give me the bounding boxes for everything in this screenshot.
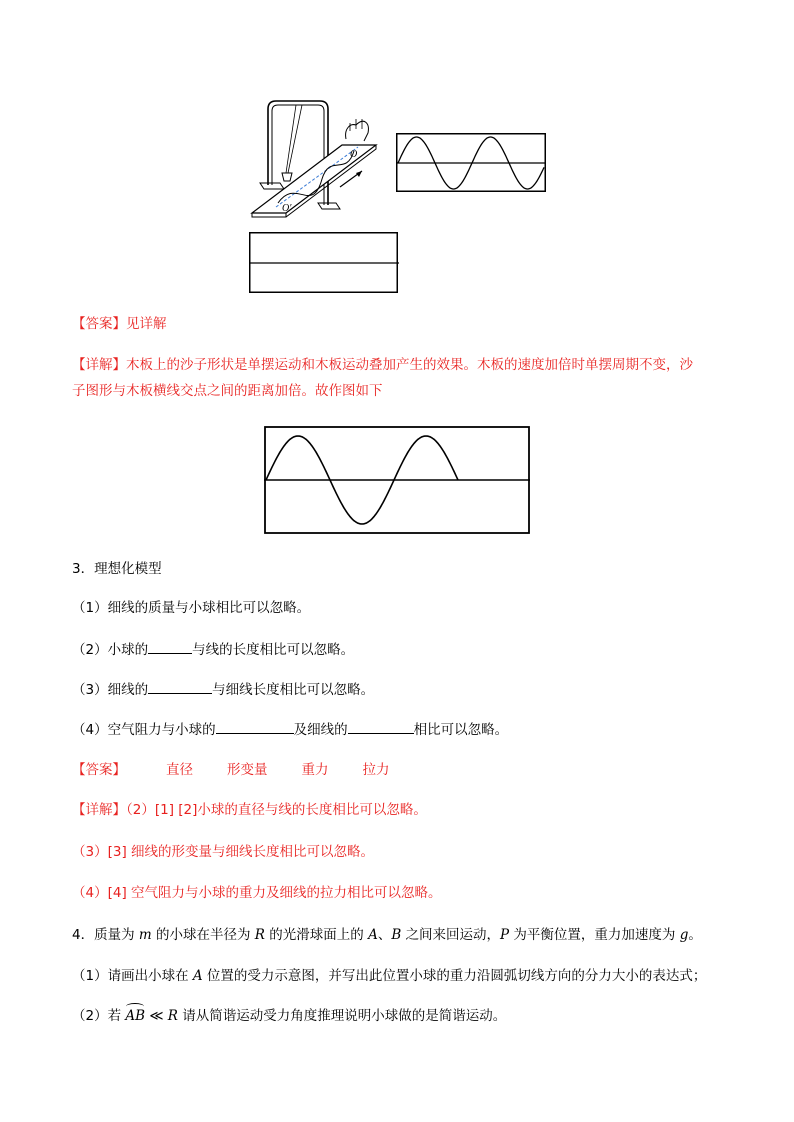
q3-item3: （3）细线的 与细线长度相比可以忽略。 (72, 679, 374, 700)
q4-item2: （2）若 AB ≪ R 请从简谐运动受力角度推理说明小球做的是简谐运动。 (72, 1006, 506, 1026)
q3-item4: （4）空气阻力与小球的 及细线的 相比可以忽略。 (72, 719, 508, 740)
answer-label: 【答案】 (72, 762, 126, 778)
q3-detail-3: （4）[4] 空气阻力与小球的重力及细线的拉力相比可以忽略。 (72, 885, 442, 901)
label-o-prime: O′ (282, 203, 292, 214)
answer2-line (72, 314, 167, 334)
q3-answer-line (72, 760, 390, 780)
q4-stem: 4．质量为 m 的小球在半径为 R 的光滑球面上的 A、B 之间来回运动，P 为平衡位置，重力加速度为 g。 (72, 927, 702, 943)
q3-detail-1: 【详解】（2）[1] [2]小球的直径与线的长度相比可以忽略。 (72, 802, 427, 818)
detail2-line1 (72, 355, 693, 375)
answer-text: 见详解 (126, 316, 167, 332)
q3-detail-2: （3）[3] 细线的形变量与细线长度相比可以忽略。 (72, 844, 375, 860)
detail-label: 【详解】 (72, 802, 126, 818)
blank-2[interactable] (148, 679, 212, 694)
label-o: O (350, 149, 358, 160)
q4-item1: （1）请画出小球在 A 位置的受力示意图，并写出此位置小球的重力沿圆弧切线方向的分力大小的表达式； (72, 968, 707, 984)
answer-sine-wave-box (264, 426, 530, 534)
arc-ab: AB (125, 1006, 145, 1026)
q3-item2: （2）小球的 与线的长度相比可以忽略。 (72, 639, 354, 660)
detail-text-1: 木板上的沙子形状是单摆运动和木板运动叠加产生的效果。木板的速度加倍时单摆周期不变，沙 (126, 357, 693, 373)
blank-3[interactable] (216, 719, 294, 734)
q3-item1: （1）细线的质量与小球相比可以忽略。 (72, 600, 311, 616)
detail2-line2 (72, 381, 383, 401)
answer-word-2: 形变量 (227, 762, 268, 778)
detail-text-2: 子图形与木板横线交点之间的距离加倍。故作图如下 (72, 383, 383, 399)
empty-answer-box (249, 232, 399, 294)
blank-4[interactable] (348, 719, 414, 734)
q3-title: 3．理想化模型 (72, 561, 162, 577)
answer-label: 【答案】 (72, 316, 126, 332)
pendulum-board-figure (246, 95, 386, 225)
detail-label: 【详解】 (72, 357, 126, 373)
blank-1[interactable] (148, 639, 192, 654)
answer-word-4: 拉力 (362, 762, 390, 778)
given-sine-wave-box (396, 133, 546, 193)
answer-word-1: 直径 (166, 762, 193, 778)
answer-word-3: 重力 (301, 762, 329, 778)
